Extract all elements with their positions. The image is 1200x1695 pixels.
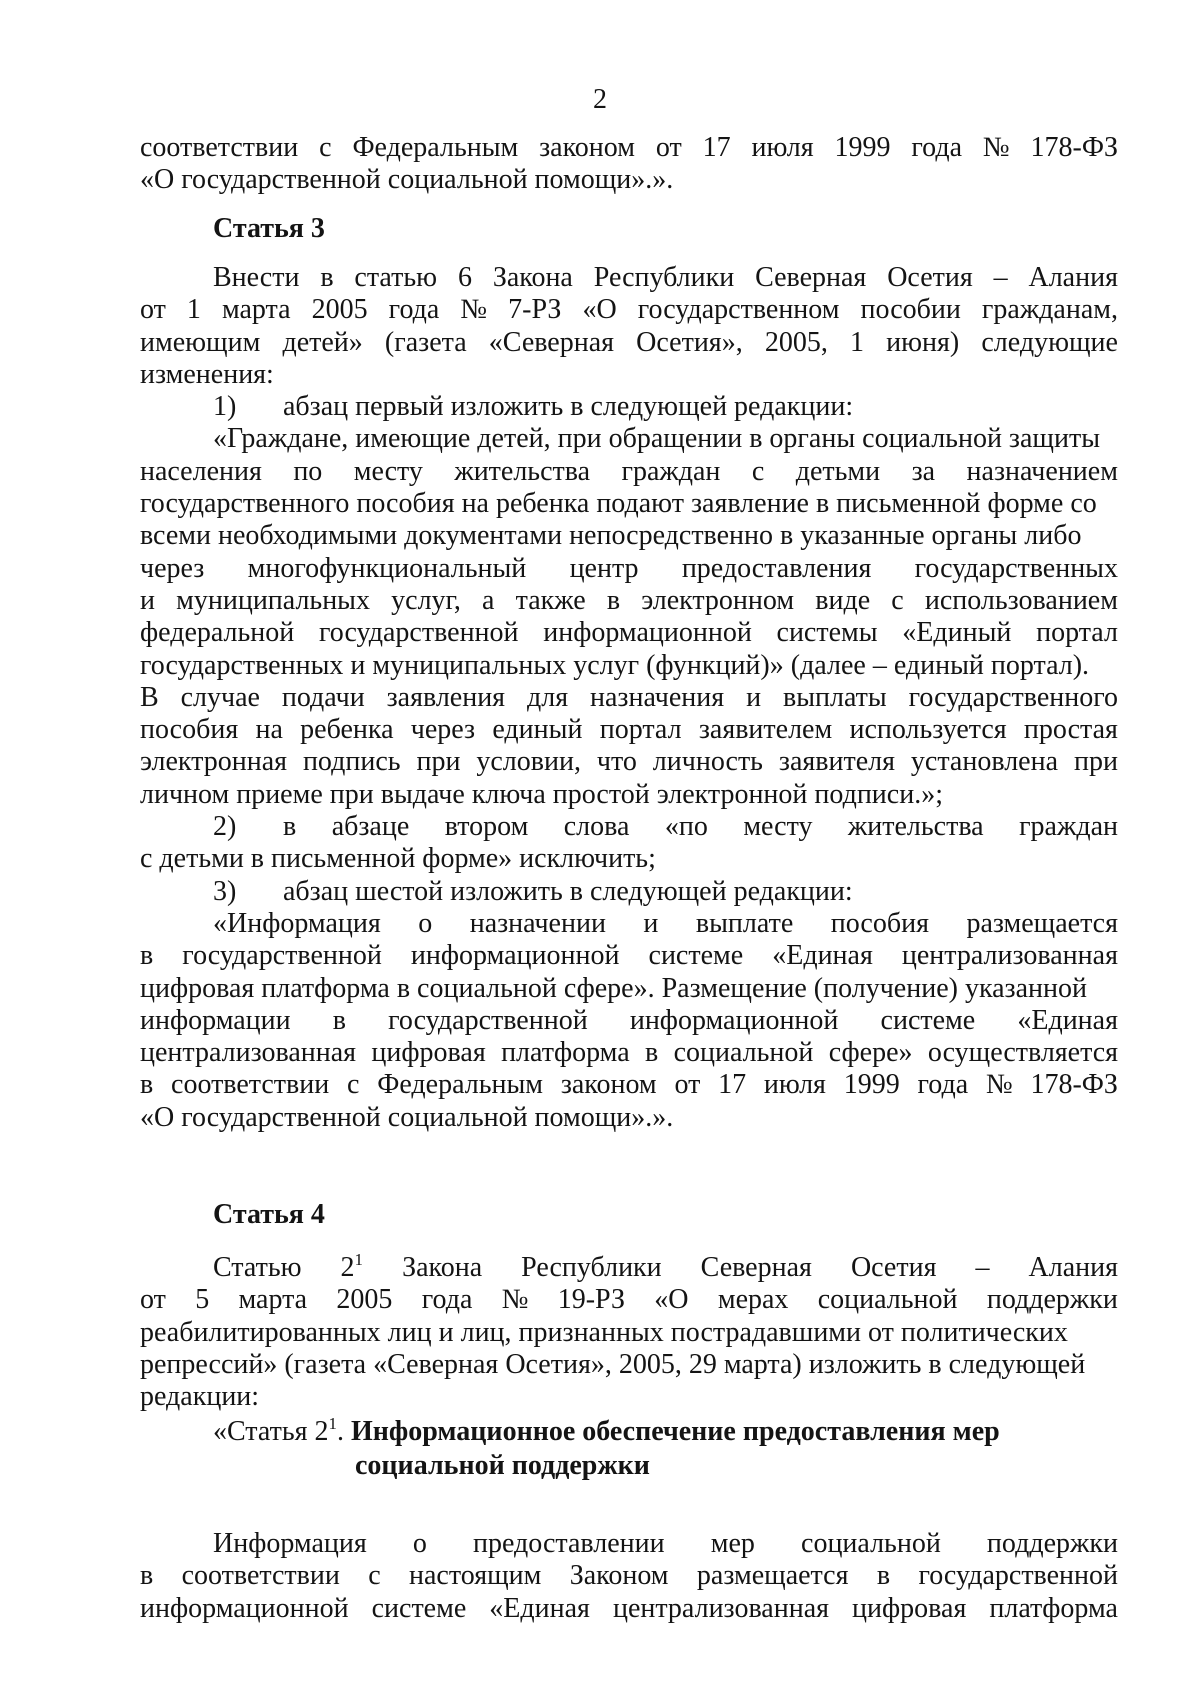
quote-line bbox=[140, 940, 1118, 972]
word: а bbox=[482, 584, 495, 616]
word: 6 bbox=[457, 262, 472, 293]
word: 17 bbox=[718, 1069, 747, 1101]
text-line bbox=[140, 164, 1118, 196]
word: соответствии bbox=[181, 1560, 340, 1592]
word: осуществляется bbox=[927, 1037, 1118, 1069]
article-number-superscript: 1 bbox=[354, 1250, 364, 1269]
word: 17 bbox=[702, 132, 731, 163]
word: Республики bbox=[521, 1252, 662, 1283]
quote-line bbox=[140, 714, 1118, 746]
word: жительства bbox=[454, 455, 591, 487]
article-4-final-paragraph bbox=[140, 1528, 1118, 1625]
word: системе bbox=[371, 1592, 467, 1624]
word: «по bbox=[664, 811, 708, 843]
word: В bbox=[140, 681, 159, 713]
word: федеральной bbox=[140, 617, 295, 649]
word: Статью bbox=[213, 1252, 302, 1283]
word: централизованная bbox=[612, 1592, 830, 1624]
word: о bbox=[412, 1528, 427, 1559]
word: на bbox=[255, 714, 283, 746]
word: года bbox=[421, 1284, 473, 1316]
word: поддержки bbox=[986, 1528, 1118, 1559]
text-line bbox=[140, 1284, 1118, 1316]
quote-line bbox=[140, 1102, 1118, 1134]
word: № bbox=[985, 1069, 1013, 1101]
quote-line bbox=[140, 682, 1118, 714]
word: в bbox=[332, 1004, 346, 1036]
word: «О bbox=[654, 1284, 689, 1316]
article-3-heading: Статья 3 bbox=[213, 213, 325, 244]
list-item-number: 1) bbox=[213, 391, 237, 423]
word: – bbox=[975, 1252, 990, 1283]
quote-line bbox=[140, 908, 1118, 940]
word: реабилитированных лиц и лиц, признанных пострадавшими от политических bbox=[140, 1316, 1068, 1348]
word: условии, bbox=[476, 746, 581, 778]
word: (газета bbox=[384, 326, 467, 358]
text-line bbox=[140, 359, 1118, 391]
word: заявления bbox=[386, 681, 506, 713]
word: цифровая bbox=[371, 1037, 486, 1069]
word: года bbox=[911, 132, 963, 163]
word: о bbox=[418, 907, 433, 939]
word: выплате bbox=[695, 907, 794, 939]
quote-line bbox=[140, 617, 1118, 649]
sub-article-prefix: «Статья 2 bbox=[213, 1416, 329, 1447]
page-number: 2 bbox=[593, 84, 607, 115]
word: редакции: bbox=[140, 1381, 260, 1413]
text-line bbox=[140, 327, 1118, 359]
word: в bbox=[320, 262, 334, 293]
word: платформа bbox=[989, 1592, 1118, 1624]
word: ребенка bbox=[300, 714, 394, 746]
sub-article-heading-line-1 bbox=[213, 1415, 1000, 1449]
word: назначении bbox=[469, 907, 606, 939]
word: в bbox=[140, 1560, 154, 1592]
word: от bbox=[674, 1069, 701, 1101]
word: «Информация bbox=[213, 907, 381, 939]
quote-line bbox=[140, 746, 1118, 778]
word: – bbox=[993, 262, 1008, 293]
quote-line bbox=[140, 650, 1118, 682]
quote-line bbox=[140, 456, 1118, 488]
word: назначением bbox=[966, 455, 1118, 487]
word: имеющим bbox=[140, 326, 261, 358]
word: портал bbox=[599, 714, 682, 746]
word: от bbox=[140, 294, 166, 326]
word: информационной bbox=[629, 1004, 839, 1036]
word: Федеральным bbox=[352, 132, 519, 163]
word: пособия bbox=[830, 907, 929, 939]
word: государственных bbox=[914, 552, 1118, 584]
word: информационной bbox=[410, 940, 620, 972]
word: Северная bbox=[700, 1252, 812, 1283]
word: государственном bbox=[637, 294, 840, 326]
word: государственных и муниципальных услуг (функций)» (далее – единый портал). bbox=[140, 649, 1090, 681]
word: информационной bbox=[140, 1592, 349, 1624]
word: с bbox=[368, 1560, 381, 1592]
word: июля bbox=[763, 1069, 826, 1101]
word: соответствии bbox=[171, 1069, 330, 1101]
word: в bbox=[606, 584, 621, 616]
word: информации bbox=[140, 1004, 291, 1036]
text-line: с детьми в письменной форме» исключить; bbox=[140, 843, 656, 875]
article-number bbox=[341, 1252, 364, 1284]
word: многофункциональный bbox=[247, 552, 527, 584]
article-number-base: 2 bbox=[340, 1252, 355, 1283]
text-line bbox=[140, 1317, 1118, 1349]
list-item-2 bbox=[140, 811, 1118, 843]
word: марта bbox=[238, 1284, 308, 1316]
word: № bbox=[460, 294, 488, 326]
sub-article-title: Информационное обеспечение предоставления мер bbox=[350, 1416, 1000, 1447]
word: соответствии bbox=[140, 132, 299, 163]
word: используется bbox=[849, 714, 1007, 746]
word: пособии bbox=[860, 294, 961, 326]
word: государственной bbox=[388, 1004, 588, 1036]
word: системе bbox=[880, 1004, 976, 1036]
quote-line bbox=[140, 520, 1118, 552]
word: 178-ФЗ bbox=[1030, 132, 1118, 163]
word: 1 bbox=[186, 294, 201, 326]
list-item-1 bbox=[140, 391, 1118, 423]
text-line bbox=[140, 1560, 1118, 1592]
word: Осетия», bbox=[636, 326, 743, 358]
quote-line bbox=[140, 585, 1118, 617]
text-line bbox=[140, 1593, 1118, 1625]
word: государственного bbox=[908, 681, 1118, 713]
word: законом bbox=[560, 1069, 657, 1101]
word: «Северная bbox=[488, 326, 615, 358]
list-item-text: абзац шестой изложить в следующей редакции: bbox=[283, 875, 853, 907]
word: № bbox=[501, 1284, 529, 1316]
word: по bbox=[293, 455, 323, 487]
word: через bbox=[410, 714, 476, 746]
word: 1 bbox=[849, 326, 864, 358]
intro-paragraph bbox=[140, 132, 1118, 197]
word: № bbox=[982, 132, 1010, 163]
word: законом bbox=[539, 132, 635, 163]
word: Внести bbox=[213, 262, 300, 293]
word: что bbox=[596, 746, 637, 778]
word: простая bbox=[1023, 714, 1118, 746]
word: централизованная bbox=[140, 1037, 357, 1069]
word: пособия bbox=[140, 714, 239, 746]
word: «Единая bbox=[1017, 1004, 1118, 1036]
word: мер bbox=[710, 1528, 755, 1559]
word: «Единый bbox=[902, 617, 1012, 649]
word: заявителя bbox=[778, 746, 895, 778]
word: при bbox=[416, 746, 461, 778]
word: государственной bbox=[318, 617, 519, 649]
list-item-number: 2) bbox=[213, 811, 237, 843]
word: виде bbox=[815, 584, 871, 616]
word: государственной bbox=[918, 1560, 1118, 1592]
quote-line bbox=[140, 553, 1118, 585]
word: сфере» bbox=[828, 1037, 913, 1069]
word: детьми bbox=[795, 455, 881, 487]
word: 2005 bbox=[311, 294, 368, 326]
text-line bbox=[140, 1252, 1118, 1284]
word: государственной bbox=[182, 940, 382, 972]
word: «О государственной социальной помощи».». bbox=[140, 164, 674, 196]
word: электронная bbox=[140, 746, 287, 778]
word: Осетия bbox=[887, 262, 973, 293]
word: использованием bbox=[924, 584, 1118, 616]
article-4-body bbox=[140, 1252, 1118, 1413]
word: услуг, bbox=[391, 584, 461, 616]
word: подачи bbox=[281, 681, 365, 713]
word: статью bbox=[354, 262, 438, 293]
word: от bbox=[655, 132, 682, 163]
word: Информация bbox=[213, 1528, 367, 1559]
word: 2005, bbox=[764, 326, 828, 358]
word: Федеральным bbox=[377, 1069, 544, 1101]
word: втором bbox=[444, 811, 529, 843]
word: информационной bbox=[543, 617, 752, 649]
word: и bbox=[643, 907, 659, 939]
quote-line bbox=[140, 1005, 1118, 1037]
article-4-heading: Статья 4 bbox=[213, 1199, 325, 1230]
quote-line bbox=[140, 779, 1118, 811]
word: года bbox=[917, 1069, 969, 1101]
word: Законом bbox=[569, 1560, 669, 1592]
text-line bbox=[140, 294, 1118, 326]
word: социальной bbox=[817, 1284, 958, 1316]
word: Алания bbox=[1028, 262, 1118, 293]
word: заявителем bbox=[698, 714, 833, 746]
text-line bbox=[140, 1349, 1118, 1381]
sub-article-superscript: 1 bbox=[328, 1414, 337, 1433]
quote-line bbox=[140, 488, 1118, 520]
word: в bbox=[283, 811, 297, 843]
word: «О государственной социальной помощи».». bbox=[140, 1101, 674, 1133]
word: 5 bbox=[195, 1284, 210, 1316]
word: и bbox=[140, 584, 155, 616]
word: изменения: bbox=[140, 358, 274, 390]
word: установлена bbox=[910, 746, 1059, 778]
text-line bbox=[140, 1381, 1118, 1413]
quote-line bbox=[140, 1069, 1118, 1101]
word: Закона bbox=[492, 262, 573, 293]
word: муниципальных bbox=[176, 584, 370, 616]
word: репрессий» (газета «Северная Осетия», 2005, 29 марта) изложить в следующей bbox=[140, 1348, 1086, 1380]
word: цифровая bbox=[852, 1592, 967, 1624]
word: месту bbox=[743, 811, 813, 843]
sub-article-dot: . bbox=[336, 1416, 344, 1447]
word: Закона bbox=[402, 1252, 483, 1283]
word: граждан bbox=[1019, 811, 1118, 843]
word: единый bbox=[492, 714, 583, 746]
word: 2005 bbox=[336, 1284, 393, 1316]
word: в bbox=[645, 1037, 659, 1069]
quote-line bbox=[140, 423, 1118, 455]
word: размещается bbox=[966, 907, 1118, 939]
word: 1999 bbox=[843, 1069, 900, 1101]
word: электронном bbox=[641, 584, 795, 616]
word: подпись bbox=[302, 746, 401, 778]
word: государственного пособия на ребенка подают заявление в письменной форме со bbox=[140, 488, 1097, 520]
word: в bbox=[876, 1560, 891, 1592]
word: случае bbox=[180, 681, 260, 713]
word: 7-РЗ bbox=[508, 294, 562, 326]
word: централизованная bbox=[901, 940, 1118, 972]
word: всеми необходимыми документами непосредственно в указанные органы либо bbox=[140, 520, 1082, 552]
word: Республики bbox=[593, 262, 735, 293]
word: 1999 bbox=[834, 132, 891, 163]
word: поддержки bbox=[986, 1284, 1118, 1316]
word: с bbox=[319, 132, 332, 163]
word: и bbox=[746, 681, 762, 713]
word: с bbox=[751, 455, 765, 487]
word: с bbox=[891, 584, 904, 616]
word: 178-ФЗ bbox=[1030, 1069, 1118, 1101]
word: «Единая bbox=[489, 1592, 590, 1624]
word: при bbox=[1073, 746, 1118, 778]
word: граждан bbox=[621, 455, 721, 487]
text-line bbox=[140, 132, 1118, 164]
word: «О bbox=[582, 294, 617, 326]
word: Алания bbox=[1028, 1252, 1118, 1283]
word: гражданам, bbox=[981, 294, 1118, 326]
word: платформа bbox=[501, 1037, 630, 1069]
text-line bbox=[140, 262, 1118, 294]
word: марта bbox=[221, 294, 291, 326]
sub-article-heading bbox=[213, 1415, 1000, 1483]
word: системе bbox=[648, 940, 744, 972]
word: в bbox=[140, 1069, 154, 1101]
word: центр bbox=[569, 552, 639, 584]
word: предоставления bbox=[681, 552, 872, 584]
word: в bbox=[140, 940, 154, 972]
word: следующие bbox=[981, 326, 1118, 358]
word: июня) bbox=[886, 326, 960, 358]
word: личном приеме при выдаче ключа простой электронной подписи.»; bbox=[140, 778, 943, 810]
word: портал bbox=[1036, 617, 1118, 649]
sub-article-title-line-2: социальной поддержки bbox=[355, 1450, 650, 1481]
word: социальной bbox=[801, 1528, 941, 1559]
list-item-text: абзац первый изложить в следующей редакции: bbox=[283, 391, 854, 423]
quote-line bbox=[140, 1037, 1118, 1069]
word: июля bbox=[751, 132, 814, 163]
word: размещается bbox=[696, 1560, 849, 1592]
word: назначения bbox=[590, 681, 725, 713]
word: населения bbox=[140, 455, 262, 487]
word: года bbox=[388, 294, 440, 326]
word: за bbox=[911, 455, 936, 487]
word: выплаты bbox=[782, 681, 887, 713]
word: с bbox=[347, 1069, 360, 1101]
word: месту bbox=[353, 455, 423, 487]
word: слова bbox=[563, 811, 630, 843]
word: цифровая платформа в социальной сфере». Размещение (получение) указанной bbox=[140, 972, 1087, 1004]
word: жительства bbox=[847, 811, 984, 843]
list-item-number: 3) bbox=[213, 875, 237, 907]
list-item-3 bbox=[140, 876, 1118, 908]
quote-line bbox=[140, 973, 1118, 1005]
word: 19-РЗ bbox=[557, 1284, 625, 1316]
text-line bbox=[140, 1528, 1118, 1560]
word: через bbox=[140, 552, 205, 584]
word: Северная bbox=[755, 262, 867, 293]
word: детей» bbox=[282, 326, 363, 358]
word: предоставлении bbox=[472, 1528, 665, 1559]
word: Осетия bbox=[850, 1252, 937, 1283]
word: системы bbox=[776, 617, 878, 649]
list-item-text bbox=[283, 811, 1118, 843]
word: мерах bbox=[717, 1284, 789, 1316]
word: социальной bbox=[673, 1037, 814, 1069]
article-3-body bbox=[140, 262, 1118, 1134]
word: настоящим bbox=[409, 1560, 542, 1592]
word: для bbox=[526, 681, 569, 713]
word: личность bbox=[652, 746, 763, 778]
word: абзаце bbox=[331, 811, 410, 843]
word: «Граждане, имеющие детей, при обращении в органы социальной защиты bbox=[213, 423, 1101, 455]
word: «Единая bbox=[772, 940, 873, 972]
word: от bbox=[140, 1284, 166, 1316]
word: также bbox=[515, 584, 586, 616]
